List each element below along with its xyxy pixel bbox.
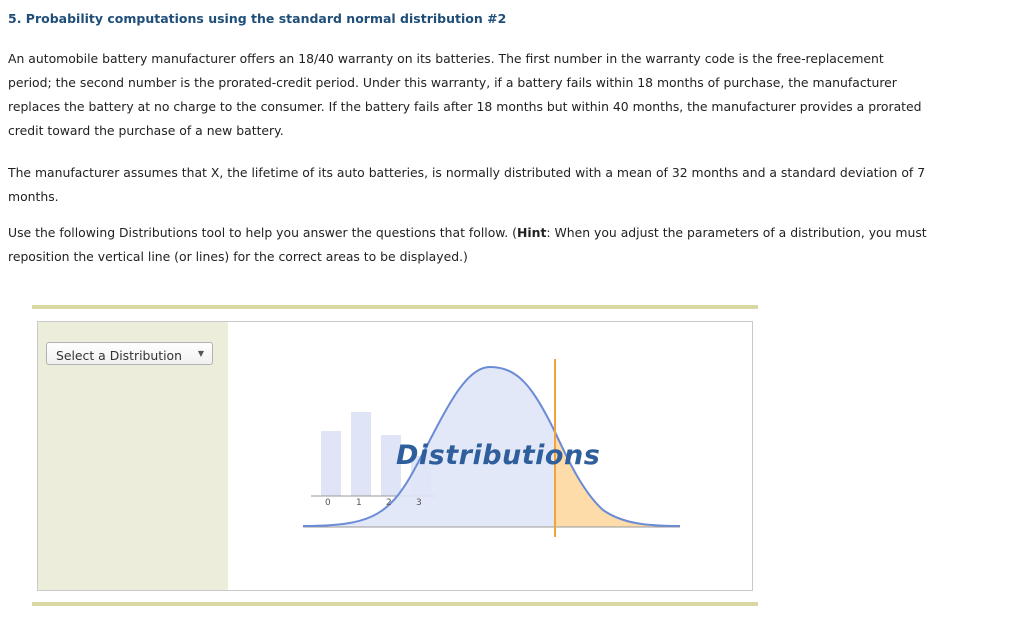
problem-paragraph-warranty: An automobile battery manufacturer offers an 18/40 warranty on its batteries. The first number in the warranty code is the free-replacement period; the second number is the prorated-credit period. Under this warranty, if a battery fails within 18 months of purchase, the manufacturer replaces the battery at no charge to the consumer. If the battery fails after 18 months but within 40 months, the manufacturer provides a prorated credit toward the purchase of a new battery.	[8, 51, 922, 138]
tool-bottom-divider	[32, 602, 758, 606]
splash-title: Distributions	[396, 440, 601, 471]
hint-prefix: Use the following Distributions tool to help you answer the questions that follow. (	[8, 225, 517, 240]
dropdown-arrow-icon: ▼	[197, 349, 204, 358]
distributions-tool	[37, 321, 753, 591]
problem-paragraph-distribution: The manufacturer assumes that X, the lifetime of its auto batteries, is normally distributed with a mean of 32 months and a standard deviation of 7 months.	[8, 165, 926, 204]
splash-histogram-bar	[351, 412, 371, 496]
select-distribution-dropdown[interactable]	[46, 342, 213, 365]
tool-splash-graphic	[228, 322, 752, 590]
hint-label: Hint	[517, 225, 547, 240]
question-title: 5. Probability computations using the standard normal distribution #2	[8, 11, 507, 26]
splash-histogram-bar	[321, 431, 341, 496]
splash-tick-label: 0	[325, 498, 331, 508]
problem-paragraph-hint	[8, 221, 928, 269]
splash-tick-label: 1	[356, 498, 362, 508]
splash-tick-label: 2	[386, 498, 392, 508]
splash-tick-label: 3	[416, 498, 422, 508]
hint-text: : When you adjust the parameters of a distribution, you must reposition the vertical line (or lines) for the correct areas to be displayed.)	[8, 225, 927, 264]
tool-top-divider	[32, 305, 758, 309]
tool-sidebar	[38, 322, 228, 590]
select-distribution-label: Select a Distribution	[56, 348, 182, 363]
